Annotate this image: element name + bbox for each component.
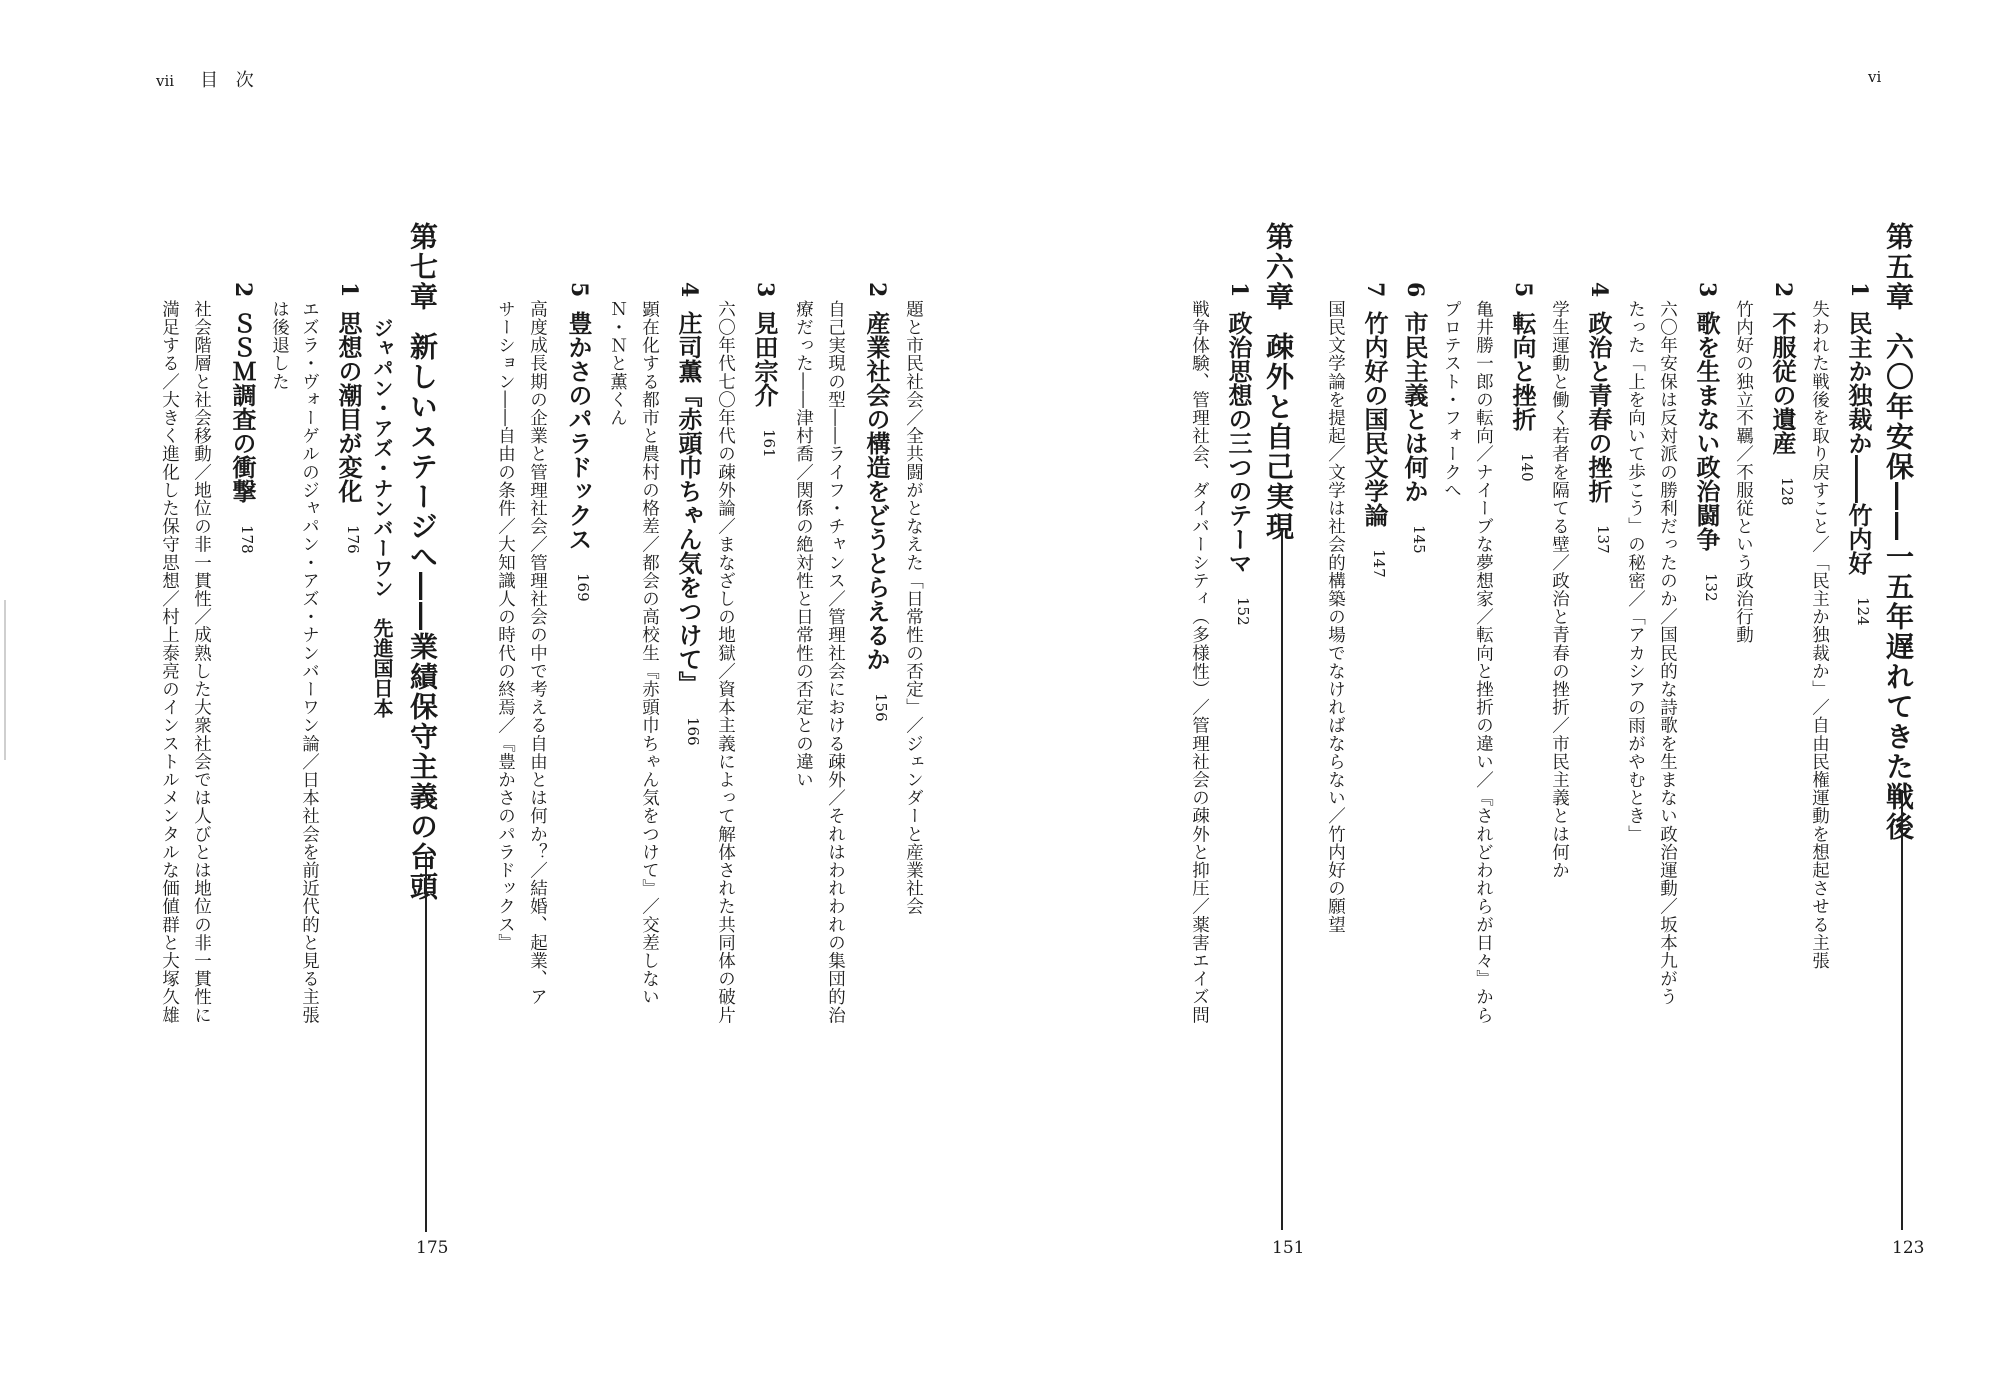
ch6-s1-number: 1: [1226, 282, 1252, 298]
ch6-section-3: [750, 282, 779, 458]
ch6-section-5: [564, 282, 593, 602]
ch6-s4-title: 庄司薫『赤頭巾ちゃん気をつけて』: [674, 311, 703, 696]
ch5-s3-page: 132: [1702, 573, 1720, 602]
ch5-s7-body-1: 国民文学論を提起／文学は社会的構築の場でなければならない／竹内好の願望: [1325, 300, 1346, 934]
right-page: [1000, 0, 2000, 1386]
ch5-s1-number: 1: [1846, 282, 1872, 298]
ch5-section-6: [1400, 282, 1429, 554]
chapter-5-label: 第五章: [1882, 222, 1915, 312]
chapter-7-heading: [406, 222, 439, 902]
ch7-s1-body-2: は後退した: [269, 300, 290, 391]
ch5-s5-body-1: 亀井勝一郎の転向／ナイーブな夢想家／転向と挫折の違い／『されどわれらが日々』から: [1473, 300, 1494, 1024]
ch5-section-5: [1508, 282, 1537, 482]
ch6-s1-body-1: 戦争体験、管理社会、ダイバーシティ（多様性）／管理社会の疎外と抑圧／薬害エイズ問: [1189, 300, 1210, 1024]
ch6-s2-page: 156: [872, 693, 890, 722]
chapter-5-title: 六〇年安保――一五年遅れてきた戦後: [1882, 332, 1915, 842]
ch7-s2-page: 178: [238, 525, 256, 554]
ch5-s5-title: 転向と挫折: [1508, 311, 1537, 432]
chapter-7-rule: [425, 852, 427, 1232]
ch6-continuation-line: 題と市民社会／全共闘がとなえた「日常性の否定」／ジェンダーと産業社会: [903, 300, 924, 916]
chapter-6-heading: [1262, 222, 1295, 542]
ch6-s3-number: 3: [752, 282, 778, 298]
running-head-right: [1868, 66, 1907, 87]
ch5-s6-page: 145: [1410, 525, 1428, 554]
ch5-s4-number: 4: [1586, 282, 1612, 298]
ch5-s5-number: 5: [1510, 282, 1536, 298]
ch7-s1-number: 1: [336, 282, 362, 298]
ch6-s5-body-1: 高度成長期の企業と管理社会／管理社会の中で考える自由とは何か？／結婚、起業、ア: [527, 300, 548, 1006]
ch7-s2-title: ＳＳＭ調査の衝撃: [228, 311, 257, 504]
ch5-s2-body-1: 竹内好の独立不羈／不服従という政治行動: [1733, 300, 1754, 644]
ch6-s4-number: 4: [676, 282, 702, 298]
ch6-s1-page: 152: [1234, 597, 1252, 626]
ch5-s1-title: 民主か独裁か――竹内好: [1844, 311, 1873, 576]
ch7-s1-page: 176: [344, 525, 362, 554]
chapter-6-label: 第六章: [1262, 222, 1295, 312]
ch6-section-2: [862, 282, 891, 722]
ch6-s5-number: 5: [566, 282, 592, 298]
chapter-6-title: 疎外と自己実現: [1262, 332, 1295, 542]
ch5-s7-page: 147: [1370, 549, 1388, 578]
ch6-s4-body-2: Ｎ・Ｎと薫くん: [607, 300, 628, 427]
ch6-section-4: [674, 282, 703, 746]
ch7-section-1: [334, 282, 363, 554]
ch5-section-2: [1768, 282, 1797, 506]
ch6-s5-title: 豊かさのパラドックス: [564, 311, 593, 552]
ch5-s5-page: 140: [1518, 453, 1536, 482]
ch7-section-2: [228, 282, 257, 554]
ch5-s4-body-1: 学生運動と働く若者を隔てる壁／政治と青春の挫折／市民主義とは何か: [1549, 300, 1570, 880]
ch7-s1-body-1: エズラ・ヴォーゲルのジャパン・アズ・ナンバーワン論／日本社会を前近代的と見る主張: [299, 300, 320, 1024]
ch6-s3-title: 見田宗介: [750, 311, 779, 408]
chapter-7-subtitle: ジャパン・アズ・ナンバーワン 先進国日本: [370, 318, 394, 718]
ch6-s2-number: 2: [864, 282, 890, 298]
ch5-s4-page: 137: [1594, 525, 1612, 554]
ch7-s1-title: 思想の潮目が変化: [334, 311, 363, 504]
ch5-s5-body-2: プロテスト・フォークへ: [1441, 300, 1462, 500]
chapter-5-heading: [1882, 222, 1915, 842]
chapter-7-label: 第七章: [406, 222, 439, 312]
ch5-s1-body-1: 失われた戦後を取り戻すこと／「民主か独裁か」／自由民権運動を想起させる主張: [1809, 300, 1830, 970]
chapter-5-rule: [1901, 790, 1903, 1230]
ch6-s5-body-2: サーション――自由の条件／大知識人の時代の終焉／『豊かさのパラドックス』: [495, 300, 516, 952]
ch5-s3-body-1: 六〇年安保は反対派の勝利だったのか／国民的な詩歌を生まない政治運動／坂本九がう: [1657, 300, 1678, 1006]
ch5-section-1: [1844, 282, 1873, 626]
ch6-s2-title: 産業社会の構造をどうとらえるか: [862, 311, 891, 672]
chapter-5-page: 123: [1892, 1238, 1925, 1258]
folio-right: vi: [1868, 68, 1882, 86]
chapter-7-page: 175: [416, 1238, 449, 1258]
ch5-s6-title: 市民主義とは何か: [1400, 311, 1429, 504]
ch5-s4-title: 政治と青春の挫折: [1584, 311, 1613, 504]
ch5-s3-title: 歌を生まない政治闘争: [1692, 311, 1721, 552]
folio-left: vii: [156, 72, 175, 90]
ch5-section-3: [1692, 282, 1721, 602]
ch7-s2-body-1: 社会階層と社会移動／地位の非一貫性／成熟した大衆社会では人びとは地位の非一貫性に: [191, 300, 212, 1024]
running-head-title: 目 次: [200, 70, 260, 91]
ch6-s4-body-1: 顕在化する都市と農村の格差／都会の高校生『赤頭巾ちゃん気をつけて』／交差しない: [639, 300, 660, 1006]
ch6-s5-page: 169: [574, 573, 592, 602]
ch5-s1-page: 124: [1854, 597, 1872, 626]
ch5-section-4: [1584, 282, 1613, 554]
ch5-s7-number: 7: [1362, 282, 1388, 298]
ch5-s6-number: 6: [1402, 282, 1428, 298]
ch7-s2-number: 2: [230, 282, 256, 298]
ch6-s3-page: 161: [760, 429, 778, 458]
ch6-s3-body-1: 六〇年代七〇年代の疎外論／まなざしの地獄／資本主義によって解体された共同体の破片: [715, 300, 736, 1024]
ch5-s7-title: 竹内好の国民文学論: [1360, 311, 1389, 528]
ch5-s2-title: 不服従の遺産: [1768, 311, 1797, 456]
ch6-section-1: [1224, 282, 1253, 626]
ch5-s2-number: 2: [1770, 282, 1796, 298]
chapter-6-rule: [1281, 530, 1283, 1230]
running-head-left: [156, 66, 260, 92]
ch6-s2-body-1: 自己実現の型――ライフ・チャンス／管理社会における疎外／それはわれわれの集団的治: [825, 300, 846, 1024]
ch6-s4-page: 166: [684, 717, 702, 746]
ch6-s1-title: 政治思想の三つのテーマ: [1224, 311, 1253, 576]
ch5-s3-number: 3: [1694, 282, 1720, 298]
ch6-s2-body-2: 療だった――津村喬／関係の絶対性と日常性の否定との違い: [793, 300, 814, 789]
chapter-7-title: 新しいステージへ――業績保守主義の台頭: [406, 332, 439, 902]
chapter-6-page: 151: [1272, 1238, 1305, 1258]
ch5-s2-page: 128: [1778, 477, 1796, 506]
ch5-s3-body-2: たった「上を向いて歩こう」の秘密／「アカシアの雨がやむとき」: [1625, 300, 1646, 843]
ch7-s2-body-2: 満足する／大きく進化した保守思想／村上泰亮のインストルメンタルな価値群と大塚久雄: [159, 300, 180, 1024]
ch5-section-7: [1360, 282, 1389, 578]
